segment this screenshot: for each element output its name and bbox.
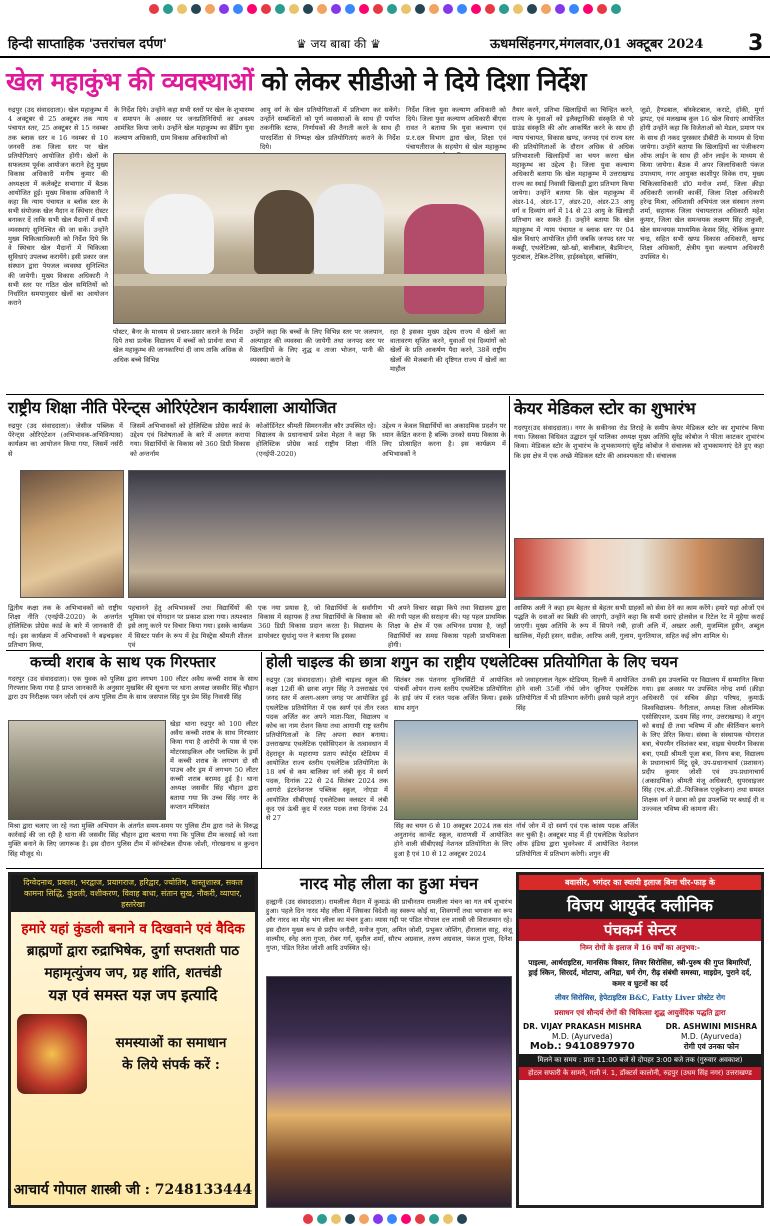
decorative-dot (415, 1214, 425, 1224)
decorative-dot (513, 4, 523, 14)
story6-headline: नारद मोह लीला का हुआ मंचन (300, 874, 478, 893)
decorative-dot (401, 4, 411, 14)
ad2-line3: लीवर सिरोसिस, हेपेटाइटिस B&C, Fatty Liver प्रोस्टेट रोग (554, 993, 726, 1002)
kundali-chart-icon (17, 1014, 87, 1094)
decorative-dot (597, 4, 607, 14)
story1-headline-black: को लेकर सीडीओ ने दिये दिशा निर्देश (253, 67, 587, 96)
decorative-dot (163, 4, 173, 14)
decorative-dot (177, 4, 187, 14)
decorative-dot (205, 4, 215, 14)
decorative-dot (331, 1214, 341, 1224)
decorative-dot (569, 4, 579, 14)
decorative-dot (373, 1214, 383, 1224)
ad1-contact: आचार्य गोपाल शास्त्री जी : 7248133444 (13, 1182, 253, 1198)
story2-col1: रुद्रपुर (उद संवाददाता)। जेसीज पब्लिक में पेरेन्ट्स ओरिएंटेशन (अभिभावक-अभिविन्यास) कार्यक्रम का आयोजन किया गया, जिसमें नर्सरी से (8, 422, 123, 458)
astrology-ad (8, 872, 258, 1208)
story3-photo-spacer (514, 598, 764, 600)
person-shape (254, 190, 314, 275)
masthead-slogan: ♛ जय बाबा की ♛ (296, 36, 381, 51)
story2-col3: कोऑर्डिनेटर श्रीमती सिमरनजीत कौर उपस्थित रहे। विद्यालय के प्रधानाचार्य प्रवेश मेहता ने कहा कि होलिस्टिक प्रोग्रेस कार्ड राष्ट्रीय शिक्षा नीति (एनईपी-2020) (256, 422, 376, 458)
column-rule (261, 652, 262, 868)
story1-under-photo-3: रहा है इसका मुख्य उद्देश्य राज्य में खेलों का वातावरण सृजित करने, युवाओं एवं दिव्यांगों को खेलों के प्रति आकर्षण पैदा करने, 38वें राष्ट्रीय खेलों की मेजबानी की दृष्टिगत राज्य में खेलों का माहौल (390, 328, 506, 373)
ad1-line3: महामृत्युंजय जप, ग्रह शांति, शतचंडी (44, 965, 222, 981)
slogan-text: जय बाबा की (310, 36, 367, 51)
story3-photo-ribbon (514, 538, 764, 598)
decorative-dot (149, 4, 159, 14)
ad1-line2: ब्राह्मणों द्वारा रुद्राभिषेक, दुर्गा सप्तशती पाठ (26, 943, 240, 959)
story2-col4: उद्देश्य न केवल विद्यार्थियों का अकादमिक प्रदर्शन पर ध्यान केंद्रित करना है बल्कि उनको समग्र विकास के लिए प्रोत्साहित करना है। इस कार्यक्रम में अभिभावकों ने (382, 422, 506, 458)
masthead (0, 30, 770, 58)
decorative-dot (345, 4, 355, 14)
ad2-phone-label: रोगी एवं उनका फोन (683, 1042, 739, 1051)
decorative-dot (429, 1214, 439, 1224)
ad1-band: दिग्वेदनाथ, प्रकाश, भरद्वाज, प्रयागराज, हरिद्वार, ज्योतिष, वास्तुशास्त्र, सकल कामना सिद्धि, कुंडली, वशीकरण, विवाह बाधा, संतान सुख, नौकरी, व्यापार, हस्तरेखा (11, 875, 255, 912)
story6-photo-stage (266, 976, 512, 1208)
decorative-dot (527, 4, 537, 14)
ad1-line1: हमारे यहां कुंडली बनाने व दिखवाने एवं वैदिक (21, 921, 245, 937)
story1-under-photo-2: उन्होंने कहा कि बच्चों के लिए विभिन्न स्तर पर जलपान, अल्पाहार की व्यवस्था की जायेगी तथा जनपद स्तर पर खिलाड़ियों के लिए शुद्ध व ताजा भोजन, पानी की व्यवस्था कराने के (250, 328, 384, 364)
story1-headline-pink: खेल महाकुंभ की व्यवस्थाओं (6, 67, 254, 96)
decorative-dot (345, 1214, 355, 1224)
story1-col2: के निर्देश दिये। उन्होंने कहा सभी स्तरों पर खेल के शुभारम्भ व समापन के अवसर पर जनप्रतिनिधियों का अवश्य आमंत्रित किया जाये। उन्होंने खेल महाकुम्भ का ब्रैंडिंग युवा कल्याण अधिकारी, ग्राम विकास अधिकारियों को (114, 106, 254, 142)
decorative-dot (471, 4, 481, 14)
decorative-dot (303, 1214, 313, 1224)
story2-col2: जिसमें अभिभावकों को होलिस्टिक प्रोग्रेस कार्ड के उद्देश्य एवं विशेषताओं के बारे में अवगत कराया गया। विद्यार्थियों के विकास को 360 डिग्री विकास को अन्तर्नाम (130, 422, 250, 458)
story4-headline: कच्ची शराब के साथ एक गिरफ्तार (30, 653, 216, 671)
story1-col5: तैयार करने, प्रतिभा खिलाड़ियों का चिन्हित करने, राज्य के युवाओं को इलैक्ट्रानिकी संस्कृति से परे ग्राउंड संस्कृति की ओर आकर्षित करने के साथ ही न्याय पंचायत, विकास खण्ड, जनपद एवं राज्य स्तर की प्रतियोगिताओं के दौरान अधिक से अधिक प्रतिभाशाली खिलाड़ियों का चयन करना खेल महाकुम्भ का उद्देश्य है। जिला युवा कल्याण अधिकारी बताया कि खेल महाकुम्भ में उत्तराखण्ड राज्य का स्थाई निवासी खिलाड़ी द्वारा प्रतिभाग किया जायेगा। उन्होंने बताया कि खेल महाकुम्भ में अंडर-14, अंडर-17, अंडर-20, अंडर-23 आयु वर्ग व दिव्यांग वर्ग में 14 से 23 आयु के खिलाड़ी प्रतिभाग कर सकते हैं। उन्होंने बताया कि खेल महाकुम्भ में न्याय पंचायत व ब्लाक स्तर पर 04 खेल विधाएं आयोजित होंगी जबकि जनपद स्तर पर कबड्डी, एथलेटिक्स, खो-खो, बालीबाल, बैडमिन्टन, फुटबाल, टेबिल-टेनिस, हाईस्कोड्स, बाक्सिंग, (512, 106, 634, 262)
decorative-dot (191, 4, 201, 14)
person-shape (144, 194, 214, 274)
decorative-dot (317, 1214, 327, 1224)
top-color-strip (0, 0, 770, 18)
person-shape (314, 184, 384, 279)
decorative-dot (457, 1214, 467, 1224)
ad1-line4: यज्ञ एवं समस्त यज्ञ जप इत्यादि (48, 986, 218, 1004)
ad2-line1: निम्न रोगों के इलाज में 16 वर्षों का अनुभव:- (580, 943, 700, 952)
dateline: ऊधमसिंहनगर,मंगलवार,01 अक्टूबर 2024 (490, 37, 704, 52)
decorative-dot (387, 1214, 397, 1224)
decorative-dot (303, 4, 313, 14)
paper-name: हिन्दी साप्ताहिक 'उत्तरांचल दर्पण' (8, 37, 167, 52)
story4-col1: गदरपुर (उद संवाददाता)। एक युवक को पुलिस द्वारा लगभग 100 लीटर अवैध कच्ची शराब के साथ गिरफ्तार किया गया है प्राप्त जानकारी के अनुसार मुखबिर की सूचना पर थाना अध्यक्ष जसवीर सिंह चौहान द्वारा उप निरीक्षक पवन जोशी एवं अन्य पुलिस टीम के साथ जसपाल सिंह पुत्र प्रेम सिंह निवासी सिंह (8, 675, 258, 702)
story5-col1: रुद्रपुर (उद संवाददाता)। होली चाइल्ड स्कूल की कक्षा 12वीं की छात्रा शगुन सिंह ने उत्तराखंड एवं जनद स्तर में अलग-अलग जगह पर आयोजित हुई एथलेटिक प्रतियोगिता में एक स्वर्ण एवं तीन रजत पदक अर्जित कर अपने माता-पिता, विद्यालय व कोच का नाम रोशन किया तथा आगामी राष्ट्र स्तरीय प्रतियोगिताओं के लिए अपना स्थान बनाया। उत्तराखण्ड एथलेटिक एसोसिएशन के तत्वावधान में देहरादून के महाराणा प्रताप स्पोर्ट्स स्टेडियम में आयोजित राज्य स्तरीय एथलेटिक प्रतियोगिता के 18 वर्ष से कम बालिका वर्ग लंबी कूद में स्वर्ण पदक, दिनांक 22 से 24 सितंबर 2024 तक आगरो इंटरनेशनल पब्लिक स्कूल, नोएडा में आयोजित सीबीएसई एथलेटिक्स क्लस्टर में लंबी कूद एवं ऊंची कूद में रजत पदक तथा दिनांक 24 से 27 (266, 676, 388, 823)
decorative-dot (317, 4, 327, 14)
ad2-doc1: DR. VIJAY PRAKASH MISHRA (523, 1022, 642, 1031)
story2-bottom2: पहचानने हेतु अभिभावकों तथा विद्यार्थियों की भूमिका एवं योगदान पर प्रकाश डाला गया। तत्पश्चात इसे लागू करने पर विचार किया गया। इसके कार्यक्रम में सिस्टर पर्सन के रूप में हेड मिस्ट्रेस श्रीमती शीतल एवं (128, 604, 252, 649)
divider (6, 394, 764, 395)
decorative-dot (443, 1214, 453, 1224)
story2-photo-lamp (20, 470, 124, 598)
ad2-top: बवासीर, भगंदर का स्थायी इलाज बिना चीर-फाड़ के (519, 875, 761, 890)
decorative-dot (499, 4, 509, 14)
ad2-brand: विजय आयुर्वेद क्लीनिक (519, 890, 761, 919)
decorative-dot (583, 4, 593, 14)
decorative-dot (331, 4, 341, 14)
ad2-line4: प्रसाधन एवं सौन्दर्य रोगों की चिकित्सा शुद्ध आयुर्वेदिक पद्धति द्वारा (554, 1007, 726, 1017)
story1-col4: निर्देश जिला युवा कल्याण अधिकारी को दिये। जिला युवा कल्याण अधिकारी बीएस रावत ने बताया कि युवा कल्याण एवं प्र.र.दल विभाग द्वारा खेल, शिक्षा एवं पंचायतीराज के सहयोग से खेल महाकुम्भ (406, 106, 506, 151)
decorative-dot (415, 4, 425, 14)
ad2-line2: पाइल्स, आर्थराइटिस, मानसिक विकार, लिवर सिरोसिस, स्त्री-पुरुष की गुप्त बिमारियाँ, ड्राई स्किन, सिरदर्द, मोटापा, अनिद्रा, चर्म रोग, रीढ़ संबंधी समस्या, माइग्रेन, पुराने दर्द, कमर व घुटनों का दर्द (528, 957, 752, 988)
ad1-line6: के लिये संपर्क करें : (122, 1057, 220, 1073)
ad2-timing: मिलने का समय : प्रातः 11:00 बजे से दोपहर 3:00 बजे तक (गुरुवार अवकाश) (519, 1054, 761, 1067)
story1-col3: आयु वर्ग के खेल प्रतियोगिताओं में प्रतिभाग कर सकेंगे। उन्होंने सम्बन्धितों को पूर्ण व्यवस्थाओं के साथ ही पर्याप्त तकनीकि स्टाफ, निर्णायकों की तैनाती करने के साथ ही पारदर्शिता से निष्पक्ष खेल प्रतियोगिताएं कराने के निर्देश दिये। (260, 106, 400, 151)
ad1-line5: समस्याओं का समाधान (115, 1035, 227, 1051)
decorative-dot (261, 4, 271, 14)
story3-bottom: आसिफ अली ने कहा हम बेहतर से बेहतर सभी ग्राहकों को सेवा देने का काम करेंगे। हमारे यहां ओजों एवं पद्धति के दवाओं का बिक्री की जाएगी, उन्होंने कहा कि सभी दवाएं होलसेल व रिटेल रेट में मुहैया कराई जाएगी। मुख्य अतिथि के रूप में सिपने नबी, हाजी अलि में, अख्तर अली, मुजम्मिल हुसैन, अब्दुल खालिक, मेंहदी हसन, सदीक़, आरिफ अली, गुलाम, मुनतियाज, सहित कई लोग शामिल थे। (514, 604, 764, 640)
decorative-dot (387, 4, 397, 14)
bottom-color-strip (0, 1214, 770, 1224)
decorative-dot (401, 1214, 411, 1224)
decorative-dot (289, 4, 299, 14)
story4-bottom: मिश्रा द्वारा चलाए जा रहे नशा मुक्ति अभियान के अंतर्गत समय-समय पर पुलिस टीम द्वारा नशे के विरुद्ध कार्रवाई की जा रही है थाना की जसवीर सिंह चौहान द्वारा बताया गया कि पुलिस टीम करवाई को नशा मुक्ति बनाने के लिए जागरूक है। इस दौरान पुलिस टीम में कॉन्स्टेबल दीपक जोशी, गोरखनाथ व कुन्दन सिंह मौजूद थे। (8, 822, 258, 858)
ad2-sub: पंचकर्म सेन्टर (519, 919, 761, 941)
story5-col4: उनकी इस उपलब्धि पर विद्यालय में सम्मानित किया गया। इस अवसर पर उपस्थित नरेन्द्र शर्मा (क्रीड़ा अधिकारी एवं सचिव क्रीड़ा परिषद, कुमाऊँ विश्वविद्यालय- नैनीताल, अध्यक्ष जिला ओलम्पिक एसोसिएशन, ऊधम सिंह नगर, उत्तराखण्ड) ने शगुन को बधाई दी तथा भविष्य में और कीर्तिमान बनाने के लिए प्रेरित किया। संस्था के संस्थापक योगराज बत्रा, चेयरमैन रविशंकर बत्रा, वाइस चेयरमैन विकास बत्रा, एमडी श्रीमती पूजा बत्रा, विनय बत्रा, विद्यालय के प्रधानाचार्य मिंटू दूबे, उप-प्रधानाचार्य (प्रशासन) प्रदीप कुमार जोशी एवं उप-प्रधानाचार्य (अकादमिक) श्रीमती मंजू अधिकारी, सुपरवाइजर सिंह (एच.ओ.डी.-फिजिकल एजुकेशन) तथा समस्त शिक्षक वर्ग ने छात्रा को इस उपलब्धि पर बधाई दी व उज्ज्वल भविष्य की कामना की। (642, 676, 764, 813)
page-number: 3 (748, 30, 764, 56)
person-shape (404, 204, 484, 314)
story5-headline: होली चाइल्ड की छात्रा शगुन का राष्ट्रीय एथलेटिक्स प्रतियोगिता के लिए चयन (266, 653, 678, 671)
story1-col6: जूडो, हैण्डबाल, बॉस्केटबाल, कराटे, हॉकी, मुर्गा झपट, एवं मलखम्ब कुल 16 खेल विधाएं आयोजित होंगी उन्होंने कहा कि विजेताओं को मेडल, प्रमाण पत्र के साथ ही नकद पुरस्कार डीबीटी के माध्यम से दिया जायेगा। उन्होंने बताया कि खिलाड़ियों का पंजीकरण ऑफ लाईन के साथ ही ऑन लाईन के माध्यम से किया जायेगा। बैठक में अपर जिलाधिकारी पंकज उपाध्याय, नगर आयुक्त काशीपुर विवेक राय, मुख्य चिकित्साधिकारी डॉ0 मनोज शर्मा, जिला क्रीड़ा अधिकारी जानकी कार्की, जिला शिक्षा अधिकारी हरेन्द्र मिश्रा, अधिशासी अभियंता जल संस्थान तरुण शर्मा, सहायक जिला पंचायतराज अधिकारी महेश कुमार, जिला खेल समन्वयक लक्ष्मण सिंह ताकुली, खेल समन्वयक माध्यमिक केसव सिंह, चेकिंक कुमार चन्द्र, सहित सभी खण्ड विकास अधिकारी, खण्ड शिक्षा अधिकारी, क्षेत्रीय युवा कल्याण अधिकारी उपस्थित थे। (640, 106, 764, 262)
story5-col2: सितंबर तक पंतनगर यूनिवर्सिटी में आयोजित पांचवीं ओपन राज्य स्तरीय एथलेटिक प्रतियोगिता के हाई जंप में रजत पदक अर्जित किया। इसके साथ शगुन (394, 676, 512, 712)
decorative-dot (611, 4, 621, 14)
story3-headline: केयर मेडिकल स्टोर का शुभारंभ (514, 399, 696, 418)
story2-bottom4: भी अपने विचार साझा किये तथा विद्यालय द्वारा की गयी पहल की सराहना की। यह पहल प्राथमिक शिक्षा के क्षेत्र में एक अभिनव प्रयास है, जहाँ विद्यार्थियों का समग्र विकास पहली प्राथमिकता होगी। (388, 604, 506, 649)
decorative-dot (555, 4, 565, 14)
ad2-doc1-deg: M.D. (Ayurveda) (552, 1032, 613, 1041)
story5-col2b: सिंह का चयन 6 से 10 अक्टूबर 2024 तक संत अनुतानंद कान्वेंट स्कूल, वाराणसी में आयोजित होने वाली सीबीएसई नेशनल प्रतियोगिता के लिए हुआ है एवं 10 से 12 अक्टूबर 2024 (394, 822, 512, 858)
story2-bottom3: एक नया प्रयास है, जो विद्यार्थियों के सर्वांगीण विकास में सहायक है तथा विद्यार्थियों के विकास को 360 डिग्री विकास प्रदान करता है। विद्यालय के डायरेक्टर सुधांशु पन्त ने बताया कि इसका (258, 604, 382, 640)
ad2-address: होटल सफारी के सामने, गली नं. 1, डॉक्टर्स कालोनी, रुद्रपुर (उधम सिंह नगर) उत्तराखण्ड (519, 1067, 761, 1080)
story6-body: हल्द्वानी (उद संवाददाता)। रामलीला मैदान में कुमाऊं की प्राचीनतम रामलीला मंचन का गत वर्ष शुभारंभ हुआ। पहले दिन नारद मोह लीला में जिसका विदेशी वह स्वरूप कोई था, शिवगणों तथा भगवान का रूप और नारद का मोह भंग लीला का मंचन हुआ। व्यास गद्दी पर पंडित गोपाल दत्त शास्त्री जी विराजमान रहे। इस दौरान मुख्य रूप से प्रदीप जनौटी, मनोज गुप्ता, अमित जोशी, प्रभुकर जोशिंग, हीरालाल साहू, संजू वाल्मीय, स्नेह लता गुप्ता, रोबर गर्ग, सुशील शर्मा, सौरभ अग्रवाल, तरुण अग्रवाल, पंकज गुप्ता, दिनेश गुप्ता, पंडित रितेश जोशी आदि उपस्थित रहे। (266, 898, 512, 953)
decorative-dot (485, 4, 495, 14)
story1-headline (6, 64, 764, 100)
decorative-dot (233, 4, 243, 14)
story2-photo-audience (128, 470, 506, 598)
ad2-doc2-deg: M.D. (Ayurveda) (681, 1032, 742, 1041)
decorative-dot (373, 4, 383, 14)
decorative-dot (457, 4, 467, 14)
ad2-mob: Mob.: 9410897970 (529, 1041, 635, 1052)
table-shape (114, 274, 507, 286)
decorative-dot (275, 4, 285, 14)
divider (6, 650, 764, 651)
story1-col1: रुद्रपुर (उद संवाददाता)। खेल महाकुम्भ में 4 अक्टूबर से 25 अक्टूबर तक न्याय पंचायत स्तर, 25 अक्टूबर से 15 नवम्बर तक ब्लाक स्तर व 16 नवम्बर से 10 जनवरी तक जिला स्तर पर खेल प्रतियोगिताएं आयोजित होंगी। खेलों के सफलतम पूर्वक आयोजन कराने हेतु मुख्य विकास अधिकारी मनीष कुमार की अध्यक्षता में कलेक्ट्रेट सभागार में बैठक आयोजित हुई। मुख्य विकास अधिकारी ने कहा कि न्याय पंचायत व ब्लॉक स्तर के सभी संयोजक खेल मैदान व स्थिचार रोस्टर बनाकर दें ताकि सभी खेल मैदानों में सभी व्यवस्थाएं सुनिश्चित की जा सकें। उन्होंने मुख्य चिकित्साधिकारी को निर्देश दिये कि वे स्थिचार खेल मैदानों में चिकित्सा सुविधाएं उपलब्ध करायेंगे। इसी प्रकार जल संस्थान द्वारा पेयजल व्यवस्था सुनिश्चित की जायेगी। मुख्य विकास अधिकारी ने सभी स्तर पर गठित खेल समितियों को निर्धारित समयानुसार खेलों का आयोजन कराने (8, 106, 108, 308)
decorative-dot (219, 4, 229, 14)
story1-photo-meeting (113, 153, 506, 324)
story4-right: खेड़ा थाना रुद्रपुर को 100 लीटर अवैध कच्ची शराब के साथ गिरफ्तार किया गया है आरोपी के पास से एक मोटरसाइकिल और प्लास्टिक के ड्रमों में कच्ची शराब के लगभग दो सौ पाउच और ड्रम में लगभग 50 लीटर कच्ची शराब बरामद हुई है। थाना अध्यक्ष जसवीर सिंह चौहान द्वारा बताया गया कि उच्च सिंह नगर के कप्तान मणिकांत (170, 720, 258, 811)
decorative-dot (541, 4, 551, 14)
story5-photo-athlete (394, 720, 638, 820)
divider (6, 868, 764, 869)
decorative-dot (359, 1214, 369, 1224)
story5-col3: को जवाहरलाल नेहरू स्टेडियम, दिल्ली में आयोजित होने वाली 35वीं नॉर्थ जोन जूनियर एथलेटिक प्रतियोगिता में भी प्रतिभाग करेंगी। इससे पहले शगुन सिंह (516, 676, 638, 712)
decorative-dot (429, 4, 439, 14)
ad2-doc2: DR. ASHWINI MISHRA (665, 1022, 757, 1031)
story2-headline: राष्ट्रीय शिक्षा नीति पेरेन्ट्स ओरिएंटेशन कार्यशाला आयोजित (8, 398, 337, 417)
story2-bottom1: द्वितीय कक्षा तक के अभिभावकों को राष्ट्रीय शिक्षा नीति (एनईपी-2020) के अन्तर्गत होलिस्टिक प्रोग्रेस कार्ड के बारे में जानकारी दी गई। इस कार्यक्रम में अभिभावकों ने बढ़चढ़कर प्रतिभाग किया, (8, 604, 122, 649)
story1-under-photo-1: पोस्टर, बैनर के माध्यम से प्रचार-प्रसार कराने के निर्देश दिये तथा प्रत्येक विद्यालय में बच्चों को प्रार्थना सभा में खेल महाकुम्भ की जानकारियां दी जाय ताकि अधिक से अधिक बच्चे विभिन्न (113, 328, 243, 364)
decorative-dot (359, 4, 369, 14)
decorative-dot (443, 4, 453, 14)
column-rule (509, 396, 510, 648)
story3-intro: गदरपुर(उद संवाददाता)। नगर के सकीनवा रोड तिराहे के समीप केयर मेडिकल स्टोर का शुभारंभ किया गया। जिसका विधिवत उद्घाटन पूर्व पालिका अध्यक्ष मुख्य अतिथि सुरेंद्र कोबोज ने फीता काटकर शुभारंभ किया। मेडिकल स्टोर के शुभारंभ के शुभकामनाएं सुरेंद्र कोबोज ने संचालक को शुभकामनाएं देते हुए कहा कि इस क्षेत्र में एक अच्छे मेडिकल स्टोर की आवश्यकता थी। संचालक (514, 424, 764, 460)
decorative-dot (247, 4, 257, 14)
ayurveda-ad (516, 872, 764, 1208)
story4-photo-arrest (8, 720, 166, 820)
story5-col3b: नॉर्थ जोन में दो स्वर्ण एवं एक कांस्य पदक अर्जित कर चुकी है। अक्टूबर माह में ही एथलेटिक फेडरेशन ऑफ इंडिया द्वारा भुवनेश्वर में आयोजित नेशनल प्रतियोगिता में प्रतिभाग करेगी। शगुन की (516, 822, 638, 858)
